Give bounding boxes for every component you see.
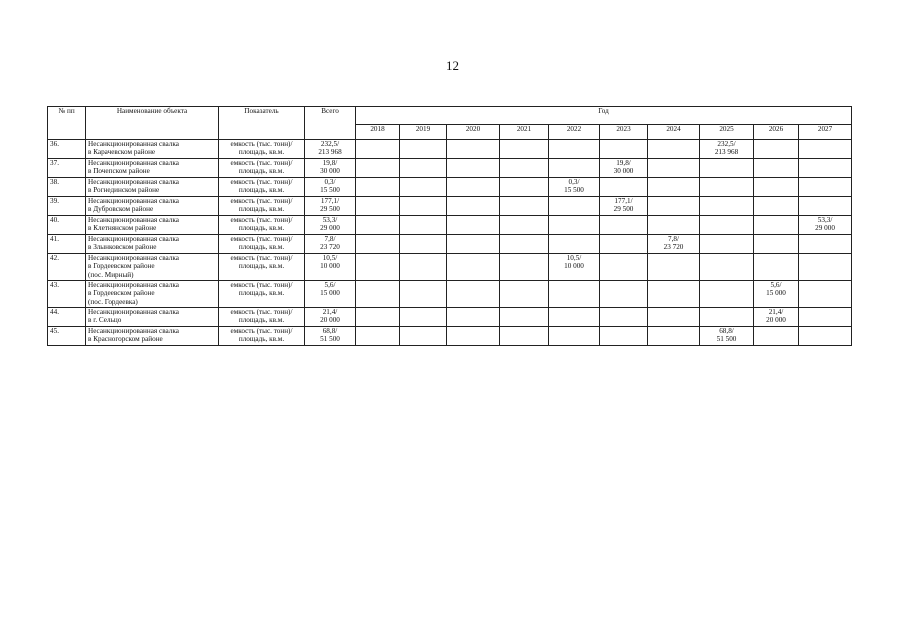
object-name-line: в Гордеевском районе bbox=[88, 262, 155, 271]
year-cell-2019 bbox=[400, 281, 447, 308]
object-name-line: Несанкционированная свалка bbox=[88, 235, 179, 243]
year-cell-2021 bbox=[500, 327, 549, 346]
year-cell-2025 bbox=[700, 308, 754, 327]
year-value-line: 232,5/ bbox=[717, 140, 736, 148]
year-cell-2025 bbox=[700, 159, 754, 178]
object-name-line: Несанкционированная свалка bbox=[88, 216, 179, 224]
year-cell-2024 bbox=[648, 327, 700, 346]
total-value bbox=[305, 197, 356, 216]
table-body bbox=[48, 140, 852, 346]
year-cell-2027 bbox=[799, 197, 852, 216]
indicator-line: емкость (тыс. тонн)/ bbox=[230, 327, 293, 335]
object-name bbox=[86, 178, 219, 197]
indicator-line: емкость (тыс. тонн)/ bbox=[230, 178, 293, 186]
year-cell-2024 bbox=[648, 281, 700, 308]
year-cell-2021 bbox=[500, 281, 549, 308]
year-cell-2026 bbox=[754, 327, 799, 346]
table-row bbox=[48, 308, 852, 327]
total-value bbox=[305, 140, 356, 159]
year-cell-2027 bbox=[799, 308, 852, 327]
year-cell-2023 bbox=[600, 281, 648, 308]
year-cell-2024 bbox=[648, 140, 700, 159]
indicator-line: емкость (тыс. тонн)/ bbox=[230, 254, 293, 262]
year-cell-2026 bbox=[754, 254, 799, 281]
year-cell-2023 bbox=[600, 327, 648, 346]
year-cell-2024 bbox=[648, 308, 700, 327]
table-row bbox=[48, 327, 852, 346]
year-cell-2018 bbox=[356, 235, 400, 254]
year-cell-2020 bbox=[447, 159, 500, 178]
total-value-line: 53,3/ bbox=[322, 216, 338, 224]
total-value-line: 15 000 bbox=[320, 289, 340, 298]
year-cell-2025 bbox=[700, 281, 754, 308]
year-cell-2020 bbox=[447, 235, 500, 254]
year-cell-2022 bbox=[549, 178, 600, 197]
total-value-line: 30 000 bbox=[320, 167, 340, 176]
year-cell-2019 bbox=[400, 140, 447, 159]
year-cell-2027 bbox=[799, 140, 852, 159]
year-cell-2023 bbox=[600, 308, 648, 327]
year-value-line: 51 500 bbox=[716, 335, 737, 344]
total-value-line: 29 500 bbox=[320, 205, 340, 214]
total-value bbox=[305, 308, 356, 327]
year-cell-2022 bbox=[549, 197, 600, 216]
year-cell-2021 bbox=[500, 159, 549, 178]
total-value-line: 5,6/ bbox=[324, 281, 336, 289]
year-cell-2018 bbox=[356, 197, 400, 216]
header-year-2025: 2025 bbox=[700, 125, 754, 140]
year-value-line: 29 000 bbox=[815, 224, 835, 233]
year-cell-2027 bbox=[799, 281, 852, 308]
year-cell-2027 bbox=[799, 235, 852, 254]
year-cell-2025 bbox=[700, 327, 754, 346]
year-value-line: 19,8/ bbox=[616, 159, 631, 167]
object-name-line: в Карачевском районе bbox=[88, 148, 156, 157]
indicator-line: емкость (тыс. тонн)/ bbox=[230, 308, 293, 316]
total-value-line: 29 000 bbox=[320, 224, 340, 233]
indicator-line: емкость (тыс. тонн)/ bbox=[230, 159, 293, 167]
table-row bbox=[48, 281, 852, 308]
year-cell-2021 bbox=[500, 140, 549, 159]
object-name-line: в г. Сельцо bbox=[88, 316, 122, 325]
total-value bbox=[305, 178, 356, 197]
year-value-line: 15 500 bbox=[564, 186, 584, 195]
indicator-line: емкость (тыс. тонн)/ bbox=[230, 216, 293, 224]
year-cell-2023 bbox=[600, 254, 648, 281]
object-name bbox=[86, 216, 219, 235]
year-cell-2020 bbox=[447, 216, 500, 235]
table-row bbox=[48, 159, 852, 178]
year-cell-2025 bbox=[700, 178, 754, 197]
object-name-line: Несанкционированная свалка bbox=[88, 159, 179, 167]
object-name-line: (пос. Гордеевка) bbox=[88, 297, 138, 306]
object-name-line: в Красногорском районе bbox=[88, 335, 163, 344]
object-name-line: в Дубровском районе bbox=[88, 205, 154, 214]
indicator bbox=[219, 308, 305, 327]
year-cell-2020 bbox=[447, 308, 500, 327]
indicator bbox=[219, 327, 305, 346]
year-cell-2019 bbox=[400, 178, 447, 197]
year-cell-2018 bbox=[356, 216, 400, 235]
indicator-line: площадь, кв.м. bbox=[238, 262, 285, 271]
year-cell-2026 bbox=[754, 178, 799, 197]
year-cell-2025 bbox=[700, 197, 754, 216]
total-value-line: 10 000 bbox=[320, 262, 340, 271]
indicator-line: емкость (тыс. тонн)/ bbox=[230, 235, 293, 243]
indicator-line: площадь, кв.м. bbox=[238, 316, 285, 325]
year-cell-2027 bbox=[799, 178, 852, 197]
year-cell-2022 bbox=[549, 281, 600, 308]
year-cell-2020 bbox=[447, 178, 500, 197]
header-total: Всего bbox=[305, 107, 356, 140]
year-cell-2021 bbox=[500, 254, 549, 281]
total-value-line: 232,5/ bbox=[320, 140, 340, 148]
total-value-line: 20 000 bbox=[320, 316, 340, 325]
indicator-line: емкость (тыс. тонн)/ bbox=[230, 197, 293, 205]
year-cell-2020 bbox=[447, 254, 500, 281]
total-value bbox=[305, 159, 356, 178]
year-cell-2026 bbox=[754, 308, 799, 327]
year-cell-2020 bbox=[447, 197, 500, 216]
total-value-line: 23 720 bbox=[320, 243, 340, 252]
year-cell-2026 bbox=[754, 140, 799, 159]
row-number: 36. bbox=[48, 140, 86, 159]
object-name-line: в Рогнединском районе bbox=[88, 186, 160, 195]
year-cell-2018 bbox=[356, 308, 400, 327]
header-year-2024: 2024 bbox=[648, 125, 700, 140]
object-name bbox=[86, 281, 219, 308]
indicator-line: площадь, кв.м. bbox=[238, 335, 285, 344]
year-cell-2025 bbox=[700, 235, 754, 254]
header-year-2020: 2020 bbox=[447, 125, 500, 140]
total-value-line: 68,8/ bbox=[322, 327, 338, 335]
object-name-line: Несанкционированная свалка bbox=[88, 308, 179, 316]
year-value-line: 0,3/ bbox=[568, 178, 580, 186]
total-value-line: 15 500 bbox=[320, 186, 340, 195]
table-row bbox=[48, 216, 852, 235]
object-name-line: Несанкционированная свалка bbox=[88, 140, 179, 148]
year-cell-2026 bbox=[754, 235, 799, 254]
indicator-line: площадь, кв.м. bbox=[238, 289, 285, 298]
row-number: 40. bbox=[48, 216, 86, 235]
year-value-line: 21,4/ bbox=[768, 308, 784, 316]
year-cell-2018 bbox=[356, 140, 400, 159]
year-cell-2023 bbox=[600, 216, 648, 235]
object-name-line: в Почепском районе bbox=[88, 167, 150, 176]
table-row bbox=[48, 197, 852, 216]
year-cell-2021 bbox=[500, 308, 549, 327]
total-value bbox=[305, 281, 356, 308]
year-cell-2025 bbox=[700, 254, 754, 281]
header-year-group: Год bbox=[356, 107, 852, 125]
header-year-2023: 2023 bbox=[600, 125, 648, 140]
year-cell-2023 bbox=[600, 178, 648, 197]
object-name bbox=[86, 235, 219, 254]
year-cell-2023 bbox=[600, 159, 648, 178]
object-name bbox=[86, 140, 219, 159]
year-cell-2019 bbox=[400, 254, 447, 281]
year-cell-2021 bbox=[500, 178, 549, 197]
year-cell-2024 bbox=[648, 235, 700, 254]
object-name-line: Несанкционированная свалка bbox=[88, 197, 179, 205]
total-value bbox=[305, 235, 356, 254]
year-cell-2027 bbox=[799, 159, 852, 178]
header-name: Наименование объекта bbox=[86, 107, 219, 140]
header-year-2021: 2021 bbox=[500, 125, 549, 140]
object-name bbox=[86, 327, 219, 346]
year-value-line: 213 968 bbox=[714, 148, 739, 157]
year-cell-2019 bbox=[400, 197, 447, 216]
indicator-line: площадь, кв.м. bbox=[238, 167, 285, 176]
year-cell-2021 bbox=[500, 197, 549, 216]
year-cell-2022 bbox=[549, 308, 600, 327]
object-name bbox=[86, 159, 219, 178]
object-name-line: Несанкционированная свалка bbox=[88, 178, 179, 186]
year-value-line: 23 720 bbox=[663, 243, 684, 252]
total-value bbox=[305, 216, 356, 235]
year-cell-2027 bbox=[799, 327, 852, 346]
total-value-line: 51 500 bbox=[320, 335, 340, 344]
object-name-line: в Гордеевском районе bbox=[88, 289, 155, 298]
indicator-line: площадь, кв.м. bbox=[238, 224, 285, 233]
indicator bbox=[219, 159, 305, 178]
total-value bbox=[305, 254, 356, 281]
year-value-line: 10,5/ bbox=[566, 254, 582, 262]
indicator bbox=[219, 197, 305, 216]
year-cell-2023 bbox=[600, 197, 648, 216]
object-name-line: (пос. Мирный) bbox=[88, 270, 134, 279]
year-cell-2019 bbox=[400, 327, 447, 346]
landfill-table bbox=[47, 106, 852, 346]
row-number: 45. bbox=[48, 327, 86, 346]
year-cell-2018 bbox=[356, 327, 400, 346]
row-number: 44. bbox=[48, 308, 86, 327]
year-cell-2027 bbox=[799, 216, 852, 235]
year-cell-2019 bbox=[400, 308, 447, 327]
year-cell-2024 bbox=[648, 216, 700, 235]
indicator bbox=[219, 235, 305, 254]
year-cell-2022 bbox=[549, 159, 600, 178]
year-cell-2020 bbox=[447, 140, 500, 159]
object-name bbox=[86, 197, 219, 216]
object-name-line: в Злынковском районе bbox=[88, 243, 157, 252]
indicator-line: площадь, кв.м. bbox=[238, 243, 285, 252]
year-value-line: 68,8/ bbox=[719, 327, 734, 335]
year-cell-2022 bbox=[549, 254, 600, 281]
table-row bbox=[48, 140, 852, 159]
year-cell-2024 bbox=[648, 254, 700, 281]
year-value-line: 53,3/ bbox=[817, 216, 833, 224]
year-value-line: 30 000 bbox=[613, 167, 634, 176]
year-value-line: 10 000 bbox=[564, 262, 584, 271]
object-name bbox=[86, 308, 219, 327]
header-year-2018: 2018 bbox=[356, 125, 400, 140]
year-cell-2022 bbox=[549, 216, 600, 235]
total-value-line: 10,5/ bbox=[322, 254, 338, 262]
year-cell-2022 bbox=[549, 235, 600, 254]
indicator bbox=[219, 216, 305, 235]
year-cell-2018 bbox=[356, 178, 400, 197]
year-cell-2018 bbox=[356, 281, 400, 308]
indicator-line: площадь, кв.м. bbox=[238, 205, 285, 214]
year-cell-2026 bbox=[754, 159, 799, 178]
indicator-line: площадь, кв.м. bbox=[238, 186, 285, 195]
year-cell-2018 bbox=[356, 254, 400, 281]
year-cell-2026 bbox=[754, 197, 799, 216]
year-value-line: 15 000 bbox=[766, 289, 786, 298]
header-year-2022: 2022 bbox=[549, 125, 600, 140]
header-year-2026: 2026 bbox=[754, 125, 799, 140]
total-value-line: 0,3/ bbox=[324, 178, 336, 186]
table-row bbox=[48, 254, 852, 281]
year-cell-2020 bbox=[447, 281, 500, 308]
year-cell-2021 bbox=[500, 235, 549, 254]
year-cell-2022 bbox=[549, 327, 600, 346]
total-value bbox=[305, 327, 356, 346]
year-value-line: 177,1/ bbox=[614, 197, 633, 205]
row-number: 43. bbox=[48, 281, 86, 308]
year-value-line: 5,6/ bbox=[770, 281, 782, 289]
indicator-line: емкость (тыс. тонн)/ bbox=[230, 140, 293, 148]
table-row bbox=[48, 178, 852, 197]
year-value-line: 20 000 bbox=[766, 316, 786, 325]
total-value-line: 19,8/ bbox=[322, 159, 338, 167]
total-value-line: 213 968 bbox=[318, 148, 342, 157]
year-cell-2022 bbox=[549, 140, 600, 159]
indicator-line: площадь, кв.м. bbox=[238, 148, 285, 157]
indicator bbox=[219, 254, 305, 281]
year-cell-2026 bbox=[754, 281, 799, 308]
indicator bbox=[219, 281, 305, 308]
year-cell-2027 bbox=[799, 254, 852, 281]
year-cell-2024 bbox=[648, 159, 700, 178]
year-cell-2025 bbox=[700, 216, 754, 235]
year-cell-2018 bbox=[356, 159, 400, 178]
row-number: 38. bbox=[48, 178, 86, 197]
year-cell-2023 bbox=[600, 140, 648, 159]
object-name-line: в Клетнянском районе bbox=[88, 224, 157, 233]
year-cell-2019 bbox=[400, 159, 447, 178]
year-cell-2026 bbox=[754, 216, 799, 235]
header-num: № пп bbox=[48, 107, 86, 140]
year-cell-2024 bbox=[648, 178, 700, 197]
year-cell-2025 bbox=[700, 140, 754, 159]
total-value-line: 177,1/ bbox=[320, 197, 340, 205]
header-year-2027: 2027 bbox=[799, 125, 852, 140]
year-cell-2024 bbox=[648, 197, 700, 216]
row-number: 37. bbox=[48, 159, 86, 178]
object-name bbox=[86, 254, 219, 281]
header-year-2019: 2019 bbox=[400, 125, 447, 140]
indicator bbox=[219, 178, 305, 197]
page-number: 12 bbox=[446, 58, 459, 73]
row-number: 41. bbox=[48, 235, 86, 254]
year-cell-2020 bbox=[447, 327, 500, 346]
row-number: 42. bbox=[48, 254, 86, 281]
year-cell-2023 bbox=[600, 235, 648, 254]
object-name-line: Несанкционированная свалка bbox=[88, 281, 179, 289]
year-value-line: 7,8/ bbox=[668, 235, 679, 243]
indicator bbox=[219, 140, 305, 159]
row-number: 39. bbox=[48, 197, 86, 216]
year-cell-2019 bbox=[400, 235, 447, 254]
total-value-line: 21,4/ bbox=[322, 308, 338, 316]
year-value-line: 29 500 bbox=[613, 205, 634, 214]
object-name-line: Несанкционированная свалка bbox=[88, 327, 179, 335]
indicator-line: емкость (тыс. тонн)/ bbox=[230, 281, 293, 289]
header-indicator: Показатель bbox=[219, 107, 305, 140]
total-value-line: 7,8/ bbox=[324, 235, 336, 243]
year-cell-2021 bbox=[500, 216, 549, 235]
object-name-line: Несанкционированная свалка bbox=[88, 254, 179, 262]
table-row bbox=[48, 235, 852, 254]
year-cell-2019 bbox=[400, 216, 447, 235]
